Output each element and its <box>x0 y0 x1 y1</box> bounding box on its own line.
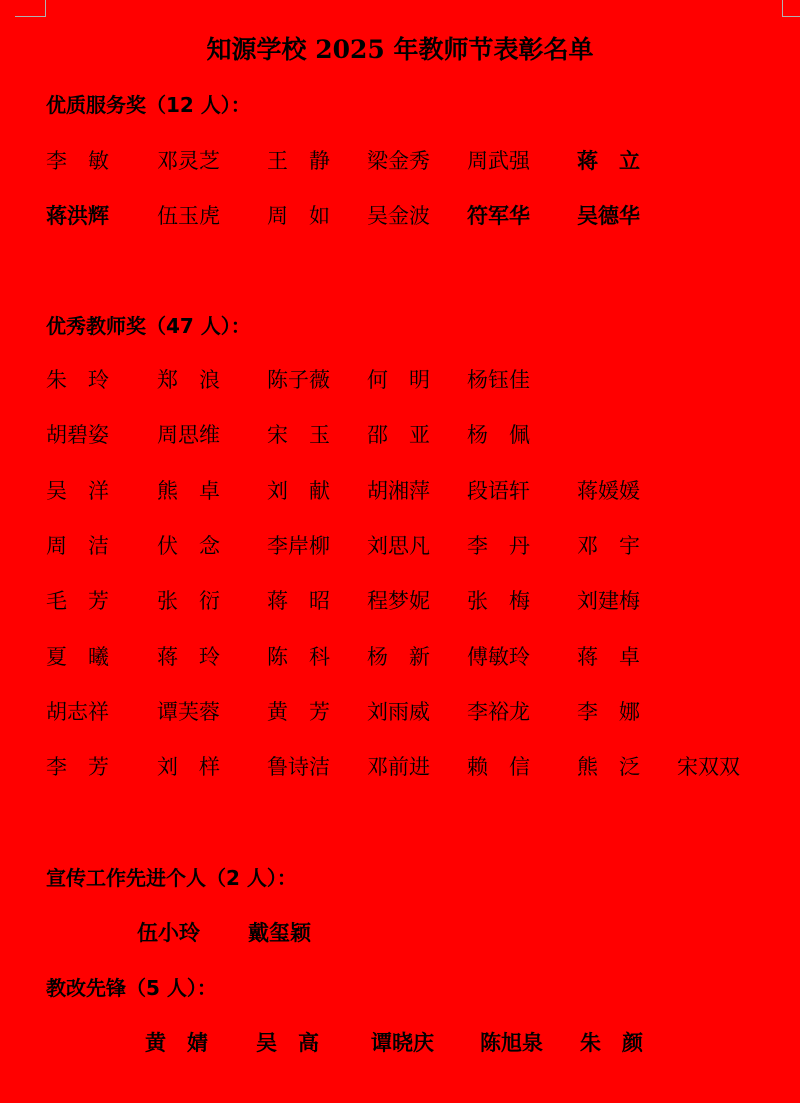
honoree-name: 刘 献 <box>267 479 330 503</box>
honoree-name: 陈 科 <box>267 645 330 669</box>
honoree-name: 伏 念 <box>157 534 220 558</box>
honoree-name: 符军华 <box>467 204 530 228</box>
honoree-name: 朱 颜 <box>580 1031 643 1055</box>
page-corner-mark-right <box>782 0 800 17</box>
honoree-name: 周 如 <box>267 204 330 228</box>
honoree-name: 谭芙蓉 <box>157 700 220 724</box>
honoree-name: 戴玺颖 <box>248 921 311 945</box>
honoree-name: 熊 泛 <box>577 755 640 779</box>
honoree-name: 张 梅 <box>467 589 530 613</box>
honoree-name: 宋 玉 <box>267 423 330 447</box>
publicity-award-heading: 宣传工作先进个人（2 人）： <box>46 866 297 890</box>
honoree-name: 赖 信 <box>467 755 530 779</box>
name-row <box>0 474 800 508</box>
honoree-name: 李 丹 <box>467 534 530 558</box>
honoree-name: 邓灵芝 <box>157 149 220 173</box>
honoree-name: 郑 浪 <box>157 368 220 392</box>
honoree-name: 吴金波 <box>367 204 430 228</box>
honoree-name: 周思维 <box>157 423 220 447</box>
honoree-name: 李裕龙 <box>467 700 530 724</box>
name-row <box>0 916 800 950</box>
honoree-name: 蒋 立 <box>577 149 640 173</box>
honoree-name: 蒋洪辉 <box>46 204 109 228</box>
honoree-name: 胡碧姿 <box>46 423 109 447</box>
honoree-name: 黄 婧 <box>145 1031 208 1055</box>
honoree-name: 李 娜 <box>577 700 640 724</box>
honoree-name: 宋双双 <box>677 755 740 779</box>
honoree-name: 胡志祥 <box>46 700 109 724</box>
honoree-name: 吴 洋 <box>46 479 109 503</box>
honoree-name: 黄 芳 <box>267 700 330 724</box>
honoree-name: 梁金秀 <box>367 149 430 173</box>
honoree-name: 程梦妮 <box>367 589 430 613</box>
honoree-name: 夏 曦 <box>46 645 109 669</box>
honoree-name: 王 静 <box>267 149 330 173</box>
honoree-name: 杨钰佳 <box>467 368 530 392</box>
reform-award-heading: 教改先锋（5 人）： <box>46 976 217 1000</box>
honoree-name: 邓前进 <box>367 755 430 779</box>
honoree-name: 傅敏玲 <box>467 645 530 669</box>
honoree-name: 伍小玲 <box>137 921 200 945</box>
honoree-name: 刘思凡 <box>367 534 430 558</box>
name-row <box>0 363 800 397</box>
honoree-name: 刘雨威 <box>367 700 430 724</box>
honoree-name: 李 芳 <box>46 755 109 779</box>
name-row <box>0 695 800 729</box>
name-row <box>0 144 800 178</box>
name-row <box>0 640 800 674</box>
honoree-name: 吴德华 <box>577 204 640 228</box>
honoree-name: 张 衍 <box>157 589 220 613</box>
teacher-award-heading: 优秀教师奖（47 人）： <box>46 314 251 338</box>
honoree-name: 胡湘萍 <box>367 479 430 503</box>
honoree-name: 何 明 <box>367 368 430 392</box>
honoree-name: 蒋 卓 <box>577 645 640 669</box>
honoree-name: 周武强 <box>467 149 530 173</box>
name-row <box>0 750 800 784</box>
name-row <box>0 529 800 563</box>
name-row <box>0 1026 800 1060</box>
honoree-name: 杨 佩 <box>467 423 530 447</box>
honoree-name: 鲁诗洁 <box>267 755 330 779</box>
name-row <box>0 199 800 233</box>
honoree-name: 朱 玲 <box>46 368 109 392</box>
honoree-name: 段语轩 <box>467 479 530 503</box>
honoree-name: 熊 卓 <box>157 479 220 503</box>
honoree-name: 李岸柳 <box>267 534 330 558</box>
honoree-name: 蒋 玲 <box>157 645 220 669</box>
page-corner-mark-left <box>15 0 46 17</box>
honoree-name: 蒋 昭 <box>267 589 330 613</box>
name-row <box>0 584 800 618</box>
honoree-name: 陈子薇 <box>267 368 330 392</box>
name-row <box>0 418 800 452</box>
honoree-name: 伍玉虎 <box>157 204 220 228</box>
honoree-name: 邓 宇 <box>577 534 640 558</box>
honoree-name: 邵 亚 <box>367 423 430 447</box>
honoree-name: 陈旭泉 <box>480 1031 543 1055</box>
honoree-name: 刘 样 <box>157 755 220 779</box>
honoree-name: 周 洁 <box>46 534 109 558</box>
service-award-heading: 优质服务奖（12 人）： <box>46 93 251 117</box>
honoree-name: 吴 高 <box>256 1031 319 1055</box>
honoree-name: 谭晓庆 <box>371 1031 434 1055</box>
honoree-name: 李 敏 <box>46 149 109 173</box>
honoree-name: 蒋媛媛 <box>577 479 640 503</box>
document-title: 知源学校 2025 年教师节表彰名单 <box>206 35 594 64</box>
honoree-name: 杨 新 <box>367 645 430 669</box>
honoree-name: 刘建梅 <box>577 589 640 613</box>
honoree-name: 毛 芳 <box>46 589 109 613</box>
